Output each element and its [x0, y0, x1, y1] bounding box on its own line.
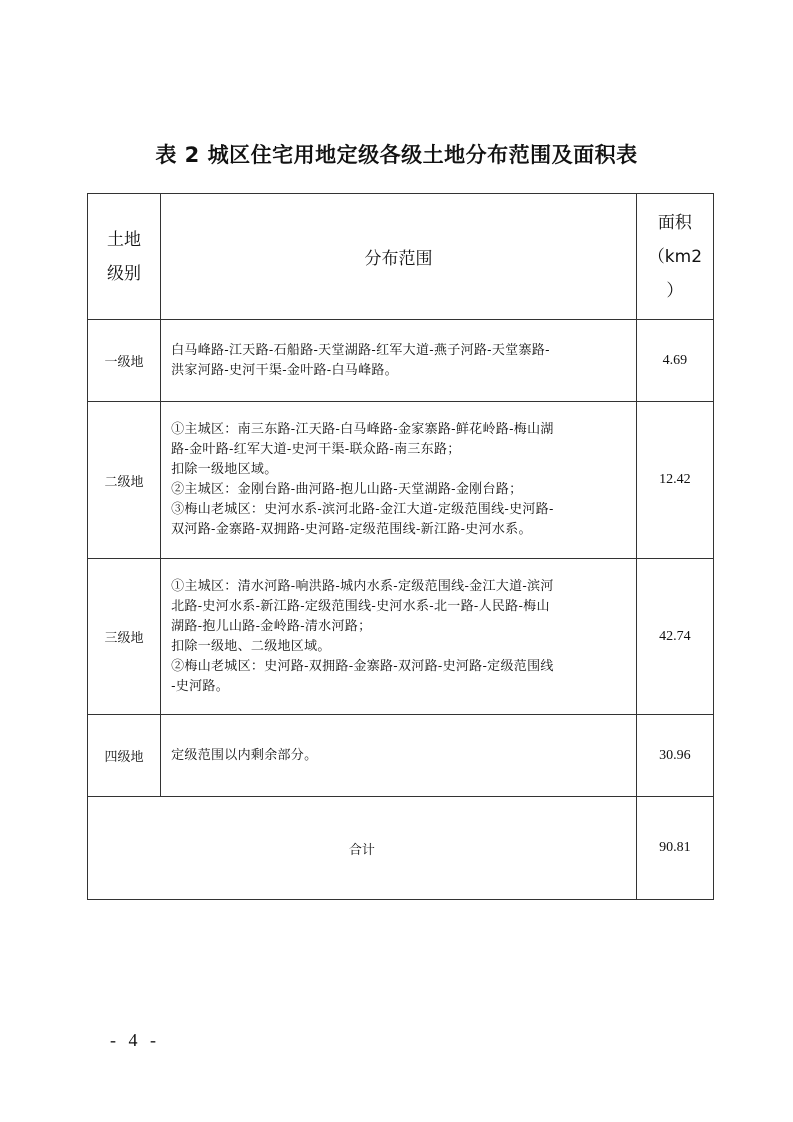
- table-title: 表 2 城区住宅用地定级各级土地分布范围及面积表: [155, 143, 638, 167]
- range-line: 扣除一级地区域。: [171, 462, 278, 477]
- table-row: [88, 559, 714, 715]
- range-line: 双河路-金寨路-双拥路-史河路-定级范围线-新江路-史河水系。: [171, 522, 532, 537]
- table-row: [88, 715, 714, 797]
- range-cell: [161, 402, 637, 559]
- range-line: ①主城区：清水河路-响洪路-城内水系-定级范围线-金江大道-滨河: [171, 578, 554, 594]
- total-area: 90.81: [636, 797, 713, 900]
- header-grade-line-2: 级别: [107, 263, 142, 284]
- range-line: 洪家河路-史河干渠-金叶路-白马峰路。: [171, 362, 398, 378]
- range-line: 北路-史河水系-新江路-定级范围线-史河水系-北一路-人民路-梅山: [171, 598, 550, 614]
- range-line: ①主城区：南三东路-江天路-白马峰路-金家寨路-鲜花岭路-梅山湖: [171, 422, 554, 437]
- header-area: [636, 194, 713, 320]
- area-cell: 4.69: [636, 320, 713, 402]
- header-area-line-3: ）: [666, 280, 684, 301]
- area-cell: 30.96: [636, 715, 713, 797]
- range-line: 定级范围以内剩余部分。: [171, 747, 318, 763]
- header-range: 分布范围: [161, 194, 637, 320]
- grade-cell: 二级地: [88, 402, 161, 559]
- header-area-line-1: 面积: [657, 212, 692, 233]
- land-grade-table: [87, 193, 714, 900]
- header-grade: [88, 194, 161, 320]
- range-cell: [161, 559, 637, 715]
- total-row: [88, 797, 714, 900]
- header-grade-line-1: 土地: [107, 229, 142, 250]
- range-line: 路-金叶路-红军大道-史河干渠-联众路-南三东路；: [171, 442, 461, 457]
- range-line: ②梅山老城区：史河路-双拥路-金寨路-双河路-史河路-定级范围线: [171, 658, 554, 674]
- range-line: 白马峰路-江天路-石船路-天堂湖路-红军大道-燕子河路-天堂寨路-: [171, 342, 550, 358]
- table-row: [88, 320, 714, 402]
- range-cell: [161, 715, 637, 797]
- table-row: [88, 402, 714, 559]
- area-cell: 12.42: [636, 402, 713, 559]
- range-line: ③梅山老城区：史河水系-滨河北路-金江大道-定级范围线-史河路-: [171, 502, 554, 517]
- range-cell: [161, 320, 637, 402]
- grade-cell: 一级地: [88, 320, 161, 402]
- range-line: ②主城区：金刚台路-曲河路-抱儿山路-天堂湖路-金刚台路；: [171, 482, 523, 497]
- table-header-row: [88, 194, 714, 320]
- page-number: - 4 -: [110, 1030, 160, 1050]
- grade-cell: 四级地: [88, 715, 161, 797]
- range-line: 扣除一级地、二级地区域。: [171, 638, 331, 654]
- range-line: 湖路-抱儿山路-金岭路-清水河路；: [171, 618, 372, 634]
- grade-cell: 三级地: [88, 559, 161, 715]
- total-label: 合计: [88, 797, 637, 900]
- area-cell: 42.74: [636, 559, 713, 715]
- range-line: -史河路。: [171, 678, 230, 694]
- header-area-line-2: （km2: [647, 246, 703, 267]
